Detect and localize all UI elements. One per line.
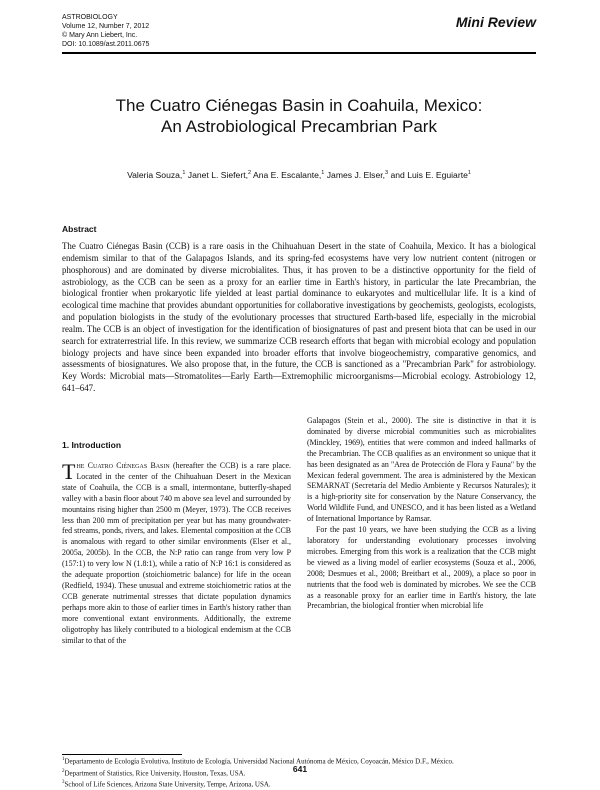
journal-name: ASTROBIOLOGY [62, 14, 118, 21]
intro-paragraph [62, 461, 291, 646]
drop-cap: T [62, 459, 76, 484]
author-name: Valeria Souza, [127, 170, 183, 180]
header-rule [62, 52, 536, 54]
author-affiliation: 1 [321, 170, 325, 177]
title-line-2: An Astrobiological Precambrian Park [161, 117, 437, 136]
footnote-text: School of Life Sciences, Arizona State University, Tempe, Arizona, USA. [64, 780, 271, 789]
author-affiliation: 1 [182, 170, 186, 177]
author-list [62, 170, 536, 180]
author-name: Janet L. Siefert, [187, 170, 248, 180]
section-tag: Mini Review [455, 14, 536, 30]
right-column [307, 416, 536, 612]
footnote-mark: 2 [62, 768, 65, 774]
abstract-text: The Cuatro Ciénegas Basin (CCB) is a rare oasis in the Chihuahuan Desert in the state of Coahuila, Mexico. It has a biological endemism similar to that of the Galapagos Islands, and its spring-fed ecosystems have very low nutrient content (nitrogen or phosphorous) and are dominated by diverse microbialites. Thus, it has proven to be a distinctive opportunity for the field of astrobiology, as the CCB can be seen as a proxy for an earlier time in Earth's history, in particular the late Precambrian, the biological frontier when prokaryotic life yielded at least partial dominance to eukaryotes and multicellular life. It is a kind of ecological time machine that provides abundant opportunities for collaborative investigations by geochemists, geologists, ecologists, and population biologists in the study of the evolutionary processes that structured Earth-based life, especially in the microbial realm. The CCB is an object of investigation for the identification of biosignatures of past and present biota that can be used in our search for extraterrestrial life. In this review, we summarize CCB research efforts that began with microbial ecology and population biology projects and have since been expanded into broader efforts that involve biogeochemistry, comparative genomics, and assessments of biosignatures. We also propose that, in the future, the CCB is sanctioned as a "Precambrian Park" for astrobiology. Key Words: Microbial mats—Stromatolites—Early Earth—Extremophilic microorganisms—Microbial ecology. Astrobiology 12, 641–647. [62, 241, 536, 394]
footnote-mark: 3 [62, 780, 65, 786]
left-column [62, 461, 291, 646]
abstract-heading: Abstract [62, 224, 97, 234]
journal-copyright: © Mary Ann Liebert, Inc. [62, 32, 138, 39]
footnote-text: Departamento de Ecología Evolutiva, Instituto de Ecología, Universidad Nacional Autónoma de México, Coyoacán, México D.F., México. [64, 757, 454, 766]
lead-in-smallcaps: he Cuatro Ciénegas Basin [76, 461, 170, 470]
author-name: James J. Elser, [326, 170, 386, 180]
footnote-mark: 1 [62, 757, 65, 762]
journal-volume: Volume 12, Number 7, 2012 [62, 23, 150, 30]
footnote-text: Department of Statistics, Rice University, Houston, Texas, USA. [64, 768, 246, 777]
article-title [62, 95, 536, 137]
footnote [62, 778, 454, 790]
journal-doi: DOI: 10.1089/ast.2011.0675 [62, 41, 150, 48]
author-affiliation: 3 [385, 170, 389, 177]
intro-paragraph-text: (hereafter the CCB) is a rare place. Located in the center of the Chihuahuan Desert in the Mexican state of Coahuila, the CCB is a small, intermontane, butterfly-shaped valley with a basin floor about 740 m above sea level and surrounded by mountains rising higher than 2500 m (Meyer, 1973). The CCB receives less than 200 mm of precipitation per year but has many groundwater-fed streams, ponds, rivers, and lakes. Elemental composition at the CCB is anomalous with regard to other similar environments (Elser et al., 2005a, 2005b). In the CCB, the N:P ratio can range from very low P (157:1) to very low N (1.8:1), while a ratio of N:P 16:1 is considered as the adequate proportion (stoichiometric balance) for life in the ocean (Redfield, 1934). These unusual and extreme stoichiometric ratios at the CCB generate nutrimental stresses that dictate population dynamics perhaps more akin to those of earlier times in Earth's history rather than more conventional extant environments. Additionally, the extreme oligotrophy has likely contributed to a biological endemism at the CCB similar to that of the [62, 461, 291, 645]
author-affiliation: 2 [247, 170, 252, 177]
body-paragraph: For the past 10 years, we have been studying the CCB as a living laboratory for understanding evolutionary processes involving microbes. Emerging from this work is a realization that the CCB might be viewed as a living model of earlier ecosystems (Souza et al., 2006, 2008; Desmues et al., 2008; Breitbart et al., 2009), a place so poor in nutrients that the food web is dominated by microbes. We see the CCB as a reasonable proxy for an earlier time in Earth's history, the late Precambrian, the biological frontier when microbial life [307, 525, 536, 611]
author-affiliation: 1 [467, 170, 471, 177]
section-heading: 1. Introduction [62, 440, 122, 450]
author-name: Ana E. Escalante, [252, 170, 322, 180]
journal-info [62, 13, 149, 49]
page-number: 641 [292, 764, 308, 774]
title-line-1: The Cuatro Ciénegas Basin in Coahuila, Mexico: [115, 96, 483, 115]
author-name: and Luis E. Eguiarte [390, 170, 468, 180]
body-paragraph: Galapagos (Stein et al., 2000). The site is distinctive in that it is dominated by diverse microbial communities such as microbialites (Minckley, 1969), entities that were common and indeed hallmarks of the Precambrian. The CCB qualifies as an environment so unique that it has been designated as an "Area de Protección de Flora y Fauna" by the Mexican federal government. The area is administered by the Mexican SEMARNAT (Secretaría del Medio Ambiente y Recursos Naturales); it is a high-priority site for conservation by the Nature Conservancy, the World Wildlife Fund, and UNESCO, and it has been listed as a Wetland of International Importance by Ramsar. [307, 416, 536, 524]
